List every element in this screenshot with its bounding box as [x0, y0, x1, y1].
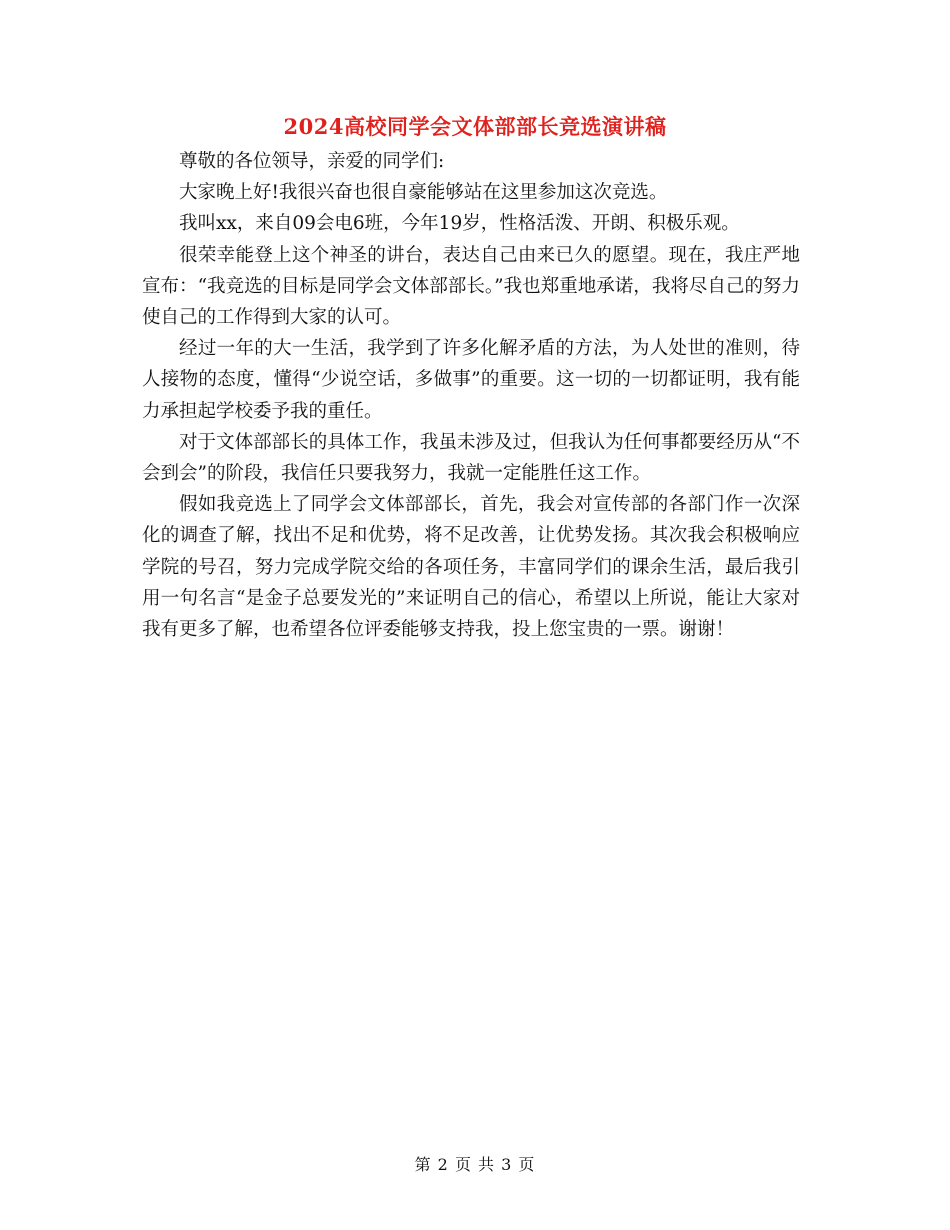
paragraph-experience: 经过一年的大一生活，我学到了许多化解矛盾的方法，为人处世的准则，待人接物的态度，懂得“少说空话，多做事”的重要。这一切的一切都证明，我有能力承担起学校委予我的重任。 — [142, 338, 800, 422]
page-number-footer: 第 2 页 共 3 页 — [414, 1155, 536, 1174]
paragraph-greeting: 大家晚上好!我很兴奋也很自豪能够站在这里参加这次竞选。 — [179, 182, 668, 204]
paragraph-commitment: 对于文体部部长的具体工作，我虽未涉及过，但我认为任何事都要经历从“不会到会”的阶段，我信任只要我努力，我就一定能胜任这工作。 — [142, 431, 800, 485]
document-title: 2024高校同学会文体部部长竞选演讲稿 — [283, 114, 667, 139]
paragraph-plan-and-closing: 假如我竞选上了同学会文体部部长，首先，我会对宣传部的各部门作一次深化的调查了解，找出不足和优势，将不足改善，让优势发扬。其次我会积极响应学院的号召，努力完成学院交给的各项任务，丰富同学们的课余生活，最后我引用一句名言“是金子总要发光的”来证明自己的信心，希望以上所说，能让大家对我有更多了解，也希望各位评委能够支持我，投上您宝贵的一票。谢谢！ — [142, 494, 800, 641]
document-body — [142, 146, 800, 645]
paragraph-declaration: 很荣幸能登上这个神圣的讲台，表达自己由来已久的愿望。现在，我庄严地宣布：“我竞选的目标是同学会文体部部长。”我也郑重地承诺，我将尽自己的努力使自己的工作得到大家的认可。 — [142, 244, 800, 329]
paragraph-salutation: 尊敬的各位领导，亲爱的同学们: — [179, 151, 445, 172]
paragraph-introduction: 我叫xx，来自09会电6班，今年19岁，性格活泼、开朗、积极乐观。 — [179, 213, 740, 235]
